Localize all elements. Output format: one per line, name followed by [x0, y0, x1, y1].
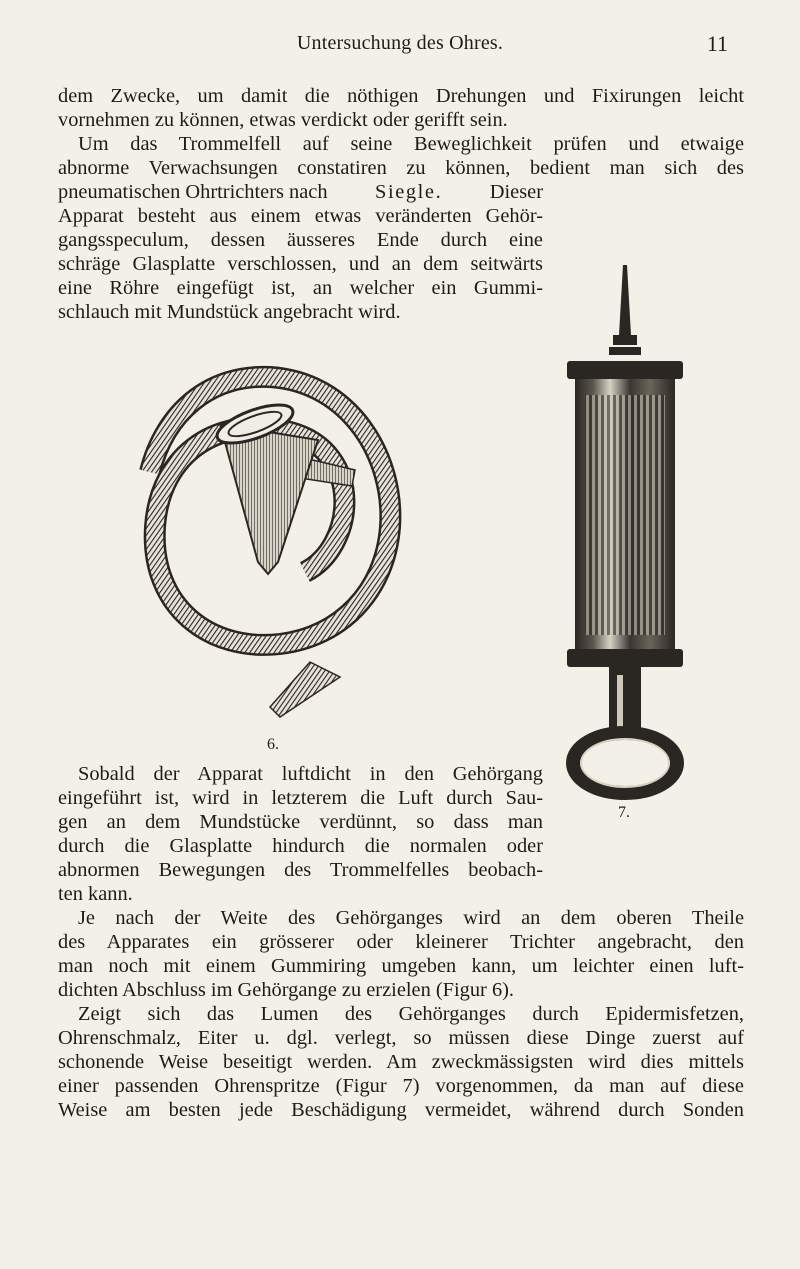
text-line: gangsspeculum, dessen äusseres Ende durch eine: [58, 229, 543, 251]
figure-6-label: 6.: [267, 736, 279, 753]
figure-6-illustration: [140, 362, 400, 732]
text-line: abnormen Bewegungen des Trommelfelles beobach-: [58, 859, 543, 881]
text-line: des Apparates ein grösserer oder kleinerer Trichter angebracht, den: [58, 931, 744, 953]
text-line: man noch mit einem Gummiring umgeben kann, um leichter einen luft-: [58, 955, 744, 977]
text-line: Um das Trommelfell auf seine Beweglichkeit prüfen und etwaige: [78, 133, 744, 155]
text-line: Weise am besten jede Beschädigung vermeidet, während durch Sonden: [58, 1099, 744, 1121]
text-line: schräge Glasplatte verschlossen, und an dem seitwärts: [58, 253, 543, 275]
text-line: Zeigt sich das Lumen des Gehörganges durch Epidermisfetzen,: [78, 1003, 744, 1025]
running-header: Untersuchung des Ohres.: [296, 32, 504, 54]
text-line: vornehmen zu können, etwas verdickt oder gerifft sein.: [58, 109, 508, 131]
text-line: abnorme Verwachsungen constatiren zu können, bedient man sich des: [58, 157, 744, 179]
text-line: ten kann.: [58, 883, 133, 905]
text-fragment: Dieser: [489, 181, 543, 203]
text-line: eingeführt ist, wird in letzterem die Luft durch Sau-: [58, 787, 543, 809]
text-line: durch die Glasplatte hindurch die normalen oder: [58, 835, 543, 857]
text-line: dichten Abschluss im Gehörgange zu erzielen (Figur 6).: [58, 979, 515, 1001]
figure-7-label: 7.: [618, 804, 630, 821]
text-line: schlauch mit Mundstück angebracht wird.: [58, 301, 401, 323]
text-line: gen an dem Mundstücke verdünnt, so dass man: [58, 811, 543, 833]
text-line: eine Röhre eingefügt ist, an welcher ein Gummi-: [58, 277, 543, 299]
text-line: [58, 180, 543, 204]
figure-7-illustration: [565, 265, 685, 800]
text-line: Apparat besteht aus einem etwas veränderten Gehör-: [58, 205, 543, 227]
text-line: Je nach der Weite des Gehörganges wird an dem oberen Theile: [78, 907, 744, 929]
text-line: schonende Weise beseitigt werden. Am zweckmässigsten wird dies mittels: [58, 1051, 744, 1073]
text-line: dem Zwecke, um damit die nöthigen Drehungen und Fixirungen leicht: [58, 85, 744, 107]
page-number: 11: [706, 31, 728, 56]
text-line: Sobald der Apparat luftdicht in den Gehörgang: [78, 763, 543, 785]
text-line: Ohrenschmalz, Eiter u. dgl. verlegt, so müssen diese Dinge zuerst auf: [58, 1027, 744, 1049]
text-line: einer passenden Ohrenspritze (Figur 7) vorgenommen, da man auf diese: [58, 1075, 744, 1097]
text-fragment: pneumatischen Ohrtrichters nach: [58, 181, 328, 203]
author-name: Siegle.: [375, 181, 443, 203]
